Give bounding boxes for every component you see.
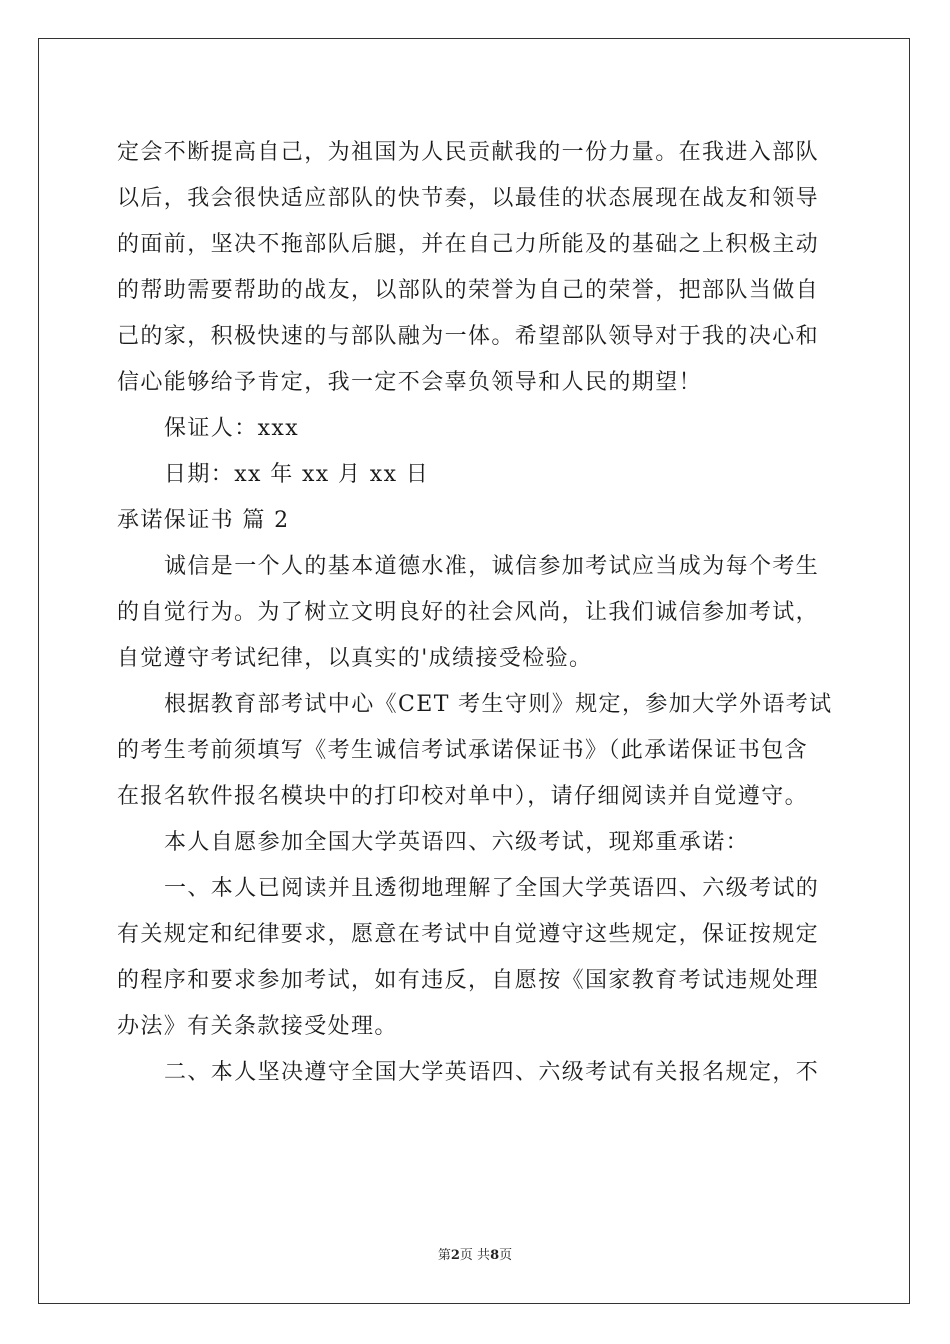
text-line: 二、本人坚决遵守全国大学英语四、六级考试有关报名规定，不 xyxy=(164,1060,820,1085)
text-line: 的考生考前须填写《考生诚信考试承诺保证书》（此承诺保证书包含 xyxy=(117,738,809,763)
text-line: 本人自愿参加全国大学英语四、六级考试，现郑重承诺： xyxy=(164,830,750,855)
text-line: 自觉遵守考试纪律，以真实的'成绩接受检验。 xyxy=(117,646,593,671)
text-line: 定会不断提高自己，为祖国为人民贡献我的一份力量。在我进入部队 xyxy=(117,140,820,165)
guarantor-line: 保证人：xxx xyxy=(164,416,300,441)
text-line: 诚信是一个人的基本道德水准，诚信参加考试应当成为每个考生 xyxy=(164,554,820,579)
text-line: 信心能够给予肯定，我一定不会辜负领导和人民的期望！ xyxy=(117,370,703,395)
text-line: 在报名软件报名模块中的打印校对单中），请仔细阅读并自觉遵守。 xyxy=(117,784,809,809)
text-line: 有关规定和纪律要求，愿意在考试中自觉遵守这些规定，保证按规定 xyxy=(117,922,820,947)
text-line: 的程序和要求参加考试，如有违反，自愿按《国家教育考试违规处理 xyxy=(117,968,820,993)
footer-prefix: 第 xyxy=(437,1248,451,1263)
section-heading: 承诺保证书 篇 2 xyxy=(117,508,290,533)
date-line: 日期：xx 年 xx 月 xx 日 xyxy=(164,462,430,487)
text-line: 办法》有关条款接受处理。 xyxy=(117,1014,398,1039)
text-line: 一、本人已阅读并且透彻地理解了全国大学英语四、六级考试的 xyxy=(164,876,820,901)
text-line: 根据教育部考试中心《CET 考生守则》规定，参加大学外语考试 xyxy=(164,692,833,717)
text-line: 的帮助需要帮助的战友，以部队的荣誉为自己的荣誉，把部队当做自 xyxy=(117,278,820,303)
text-line: 以后，我会很快适应部队的快节奏，以最佳的状态展现在战友和领导 xyxy=(117,186,820,211)
page-footer xyxy=(0,1244,950,1263)
current-page-number: 2 xyxy=(450,1248,460,1263)
document-body xyxy=(117,130,831,1096)
footer-middle: 页 共 xyxy=(459,1248,491,1263)
text-line: 己的家，积极快速的与部队融为一体。希望部队领导对于我的决心和 xyxy=(117,324,820,349)
text-line: 的自觉行为。为了树立文明良好的社会风尚，让我们诚信参加考试， xyxy=(117,600,820,625)
footer-suffix: 页 xyxy=(499,1248,513,1263)
text-line: 的面前，坚决不拖部队后腿，并在自己力所能及的基础之上积极主动 xyxy=(117,232,820,257)
total-page-number: 8 xyxy=(490,1248,500,1263)
